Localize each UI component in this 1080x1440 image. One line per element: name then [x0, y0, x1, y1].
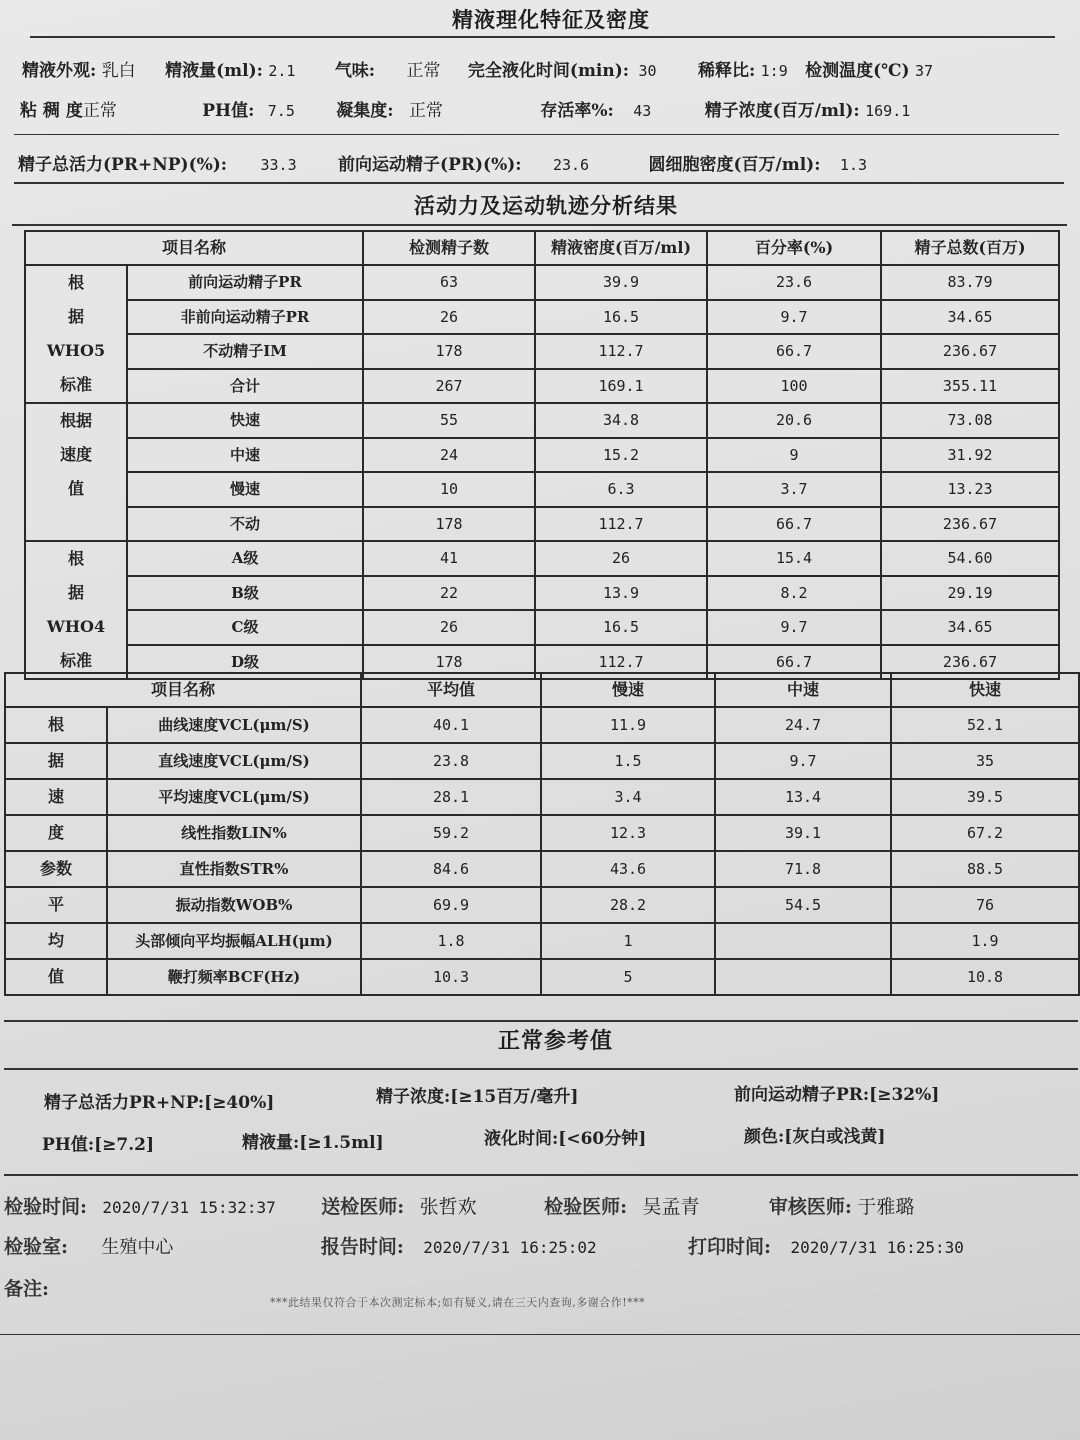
- progressive-value: 23.6: [552, 156, 590, 174]
- group-label-line: 据: [67, 307, 84, 326]
- motility-value-cell: 112.7: [535, 334, 707, 369]
- odor-label: 气味:: [334, 61, 376, 81]
- velocity-value-cell: 23.8: [361, 743, 541, 779]
- motility-item-name: 非前向运动精子PR: [127, 300, 363, 335]
- motility-value-cell: 83.79: [881, 265, 1059, 300]
- velocity-side-label: 参数: [5, 851, 107, 887]
- velocity-row: [5, 707, 1079, 743]
- velocity-side-label: 据: [5, 743, 107, 779]
- sender-label: 送检医师:: [321, 1196, 405, 1218]
- motility-value-cell: 16.5: [535, 300, 707, 335]
- motility-value-cell: 66.7: [707, 334, 881, 369]
- motility-header-cell: 检测精子数: [363, 231, 535, 265]
- motility-item-name: 慢速: [127, 472, 363, 507]
- reference-volume: 精液量:[≥1.5ml]: [242, 1133, 384, 1153]
- concentration-label: 精子浓度(百万/ml):: [704, 101, 860, 121]
- motility-value-cell: 54.60: [881, 541, 1059, 576]
- motility-value-cell: 100: [707, 369, 881, 404]
- divider-4: [12, 224, 1067, 226]
- motility-value-cell: 112.7: [535, 507, 707, 542]
- motility-value-cell: 9: [707, 438, 881, 473]
- motility-row: [25, 541, 1059, 576]
- velocity-row: [5, 851, 1079, 887]
- divider-top: [30, 36, 1055, 38]
- velocity-value-cell: 13.4: [715, 779, 891, 815]
- motility-value-cell: 178: [363, 645, 535, 680]
- motility-value-cell: 34.65: [881, 300, 1059, 335]
- physical-row-2: [20, 96, 910, 121]
- motility-value-cell: 24: [363, 438, 535, 473]
- agglutination-value: 正常: [408, 101, 443, 121]
- motility-value-cell: 73.08: [881, 403, 1059, 438]
- reviewer-label: 审核医师:: [768, 1196, 852, 1218]
- volume-label: 精液量(ml):: [165, 61, 263, 81]
- odor-value: 正常: [406, 61, 441, 81]
- motility-item-name: 不动精子IM: [127, 334, 363, 369]
- reviewer-value: 于雅璐: [857, 1196, 915, 1218]
- velocity-value-cell: 76: [891, 887, 1079, 923]
- motility-header-cell: 精液密度(百万/ml): [535, 231, 707, 265]
- velocity-value-cell: 1.5: [541, 743, 715, 779]
- lab-value: 生殖中心: [101, 1237, 174, 1258]
- motility-value-cell: 22: [363, 576, 535, 611]
- velocity-value-cell: 54.5: [715, 887, 891, 923]
- group-label-line: 根: [67, 273, 84, 292]
- motility-value-cell: 23.6: [707, 265, 881, 300]
- motility-header-cell: 项目名称: [25, 231, 363, 265]
- survival-label: 存活率%:: [540, 101, 614, 121]
- velocity-value-cell: 43.6: [541, 851, 715, 887]
- motility-row: [25, 507, 1059, 542]
- report-time-label: 报告时间:: [320, 1236, 404, 1258]
- motility-value-cell: 41: [363, 541, 535, 576]
- motility-value-cell: 66.7: [707, 507, 881, 542]
- motility-value-cell: 39.9: [535, 265, 707, 300]
- print-time-label: 打印时间:: [688, 1236, 772, 1258]
- physical-section-title: 精液理化特征及密度: [452, 7, 650, 32]
- velocity-value-cell: 39.1: [715, 815, 891, 851]
- group-label-line: 速度: [59, 445, 92, 464]
- motility-value-cell: 169.1: [535, 369, 707, 404]
- velocity-header-cell: 中速: [715, 673, 891, 707]
- footer-row-2: [4, 1232, 964, 1259]
- sender-value: 张哲欢: [419, 1196, 477, 1218]
- velocity-value-cell: 1.9: [891, 923, 1079, 959]
- motility-item-name: A级: [127, 541, 363, 576]
- ph-value: 7.5: [267, 102, 295, 120]
- group-label-line: 根: [67, 549, 84, 568]
- motility-value-cell: 267: [363, 369, 535, 404]
- motility-row: [25, 610, 1059, 645]
- velocity-side-label: 值: [5, 959, 107, 995]
- motility-value-cell: 10: [363, 472, 535, 507]
- motility-value-cell: 8.2: [707, 576, 881, 611]
- motility-row: [25, 438, 1059, 473]
- velocity-row: [5, 923, 1079, 959]
- motility-value-cell: 3.7: [707, 472, 881, 507]
- motility-value-cell: 29.19: [881, 576, 1059, 611]
- progressive-label: 前向运动精子(PR)(%):: [338, 155, 522, 175]
- velocity-item-name: 直性指数STR%: [107, 851, 361, 887]
- motility-row: [25, 576, 1059, 611]
- velocity-value-cell: 3.4: [541, 779, 715, 815]
- velocity-value-cell: 24.7: [715, 707, 891, 743]
- velocity-value-cell: 12.3: [541, 815, 715, 851]
- velocity-row: [5, 743, 1079, 779]
- motility-header-row: [25, 231, 1059, 265]
- velocity-value-cell: 59.2: [361, 815, 541, 851]
- print-time-value: 2020/7/31 16:25:30: [790, 1238, 964, 1257]
- velocity-value-cell: 39.5: [891, 779, 1079, 815]
- viscosity-value: 正常: [82, 101, 117, 121]
- motility-value-cell: 34.65: [881, 610, 1059, 645]
- motility-value-cell: 26: [535, 541, 707, 576]
- velocity-value-cell: 84.6: [361, 851, 541, 887]
- temperature-label: 检测温度(℃): [805, 61, 910, 81]
- motility-group-label: [25, 541, 127, 679]
- motility-value-cell: 55: [363, 403, 535, 438]
- motility-value-cell: 355.11: [881, 369, 1059, 404]
- velocity-value-cell: 9.7: [715, 743, 891, 779]
- test-time-value: 2020/7/31 15:32:37: [102, 1198, 276, 1217]
- velocity-side-label: 根: [5, 707, 107, 743]
- velocity-side-label: 度: [5, 815, 107, 851]
- motility-row: [25, 403, 1059, 438]
- velocity-row: [5, 959, 1079, 995]
- divider-6: [4, 1068, 1078, 1070]
- group-label-line: 标准: [59, 651, 92, 670]
- physical-row-1: [22, 56, 933, 81]
- motility-value-cell: 15.2: [535, 438, 707, 473]
- velocity-header-cell: 项目名称: [5, 673, 361, 707]
- liquefaction-label: 完全液化时间(min):: [467, 61, 630, 81]
- reference-total-motility: 精子总活力PR+NP:[≥40%]: [44, 1093, 275, 1113]
- motility-item-name: 不动: [127, 507, 363, 542]
- ph-label: PH值:: [202, 101, 255, 121]
- motility-value-cell: 26: [363, 610, 535, 645]
- survival-value: 43: [633, 102, 652, 120]
- divider-2: [14, 134, 1059, 135]
- reference-ph: PH值:[≥7.2]: [42, 1135, 155, 1155]
- velocity-value-cell: 5: [541, 959, 715, 995]
- velocity-item-name: 鞭打频率BCF(Hz): [107, 959, 361, 995]
- motility-row: [25, 265, 1059, 300]
- reference-concentration: 精子浓度:[≥15百万/毫升]: [376, 1087, 579, 1107]
- motility-value-cell: 63: [363, 265, 535, 300]
- velocity-value-cell: 67.2: [891, 815, 1079, 851]
- velocity-value-cell: 28.1: [361, 779, 541, 815]
- motility-value-cell: 112.7: [535, 645, 707, 680]
- motility-value-cell: 178: [363, 507, 535, 542]
- motility-item-name: D级: [127, 645, 363, 680]
- temperature-value: 37: [915, 62, 934, 80]
- velocity-value-cell: 28.2: [541, 887, 715, 923]
- tester-label: 检验医师:: [544, 1196, 628, 1218]
- velocity-value-cell: 1: [541, 923, 715, 959]
- motility-value-cell: 236.67: [881, 334, 1059, 369]
- velocity-value-cell: 40.1: [361, 707, 541, 743]
- total-motility-label: 精子总活力(PR+NP)(%):: [18, 155, 228, 175]
- reference-progressive: 前向运动精子PR:[≥32%]: [734, 1085, 940, 1105]
- motility-row: [25, 369, 1059, 404]
- group-label-line: 根据: [59, 411, 92, 430]
- velocity-value-cell: 69.9: [361, 887, 541, 923]
- motility-item-name: 快速: [127, 403, 363, 438]
- liquefaction-value: 30: [638, 62, 657, 80]
- agglutination-label: 凝集度:: [336, 101, 394, 121]
- velocity-table: [4, 672, 1080, 996]
- reference-color: 颜色:[灰白或浅黄]: [744, 1127, 886, 1147]
- tester-value: 吴孟青: [642, 1196, 700, 1218]
- footer-row-1: [4, 1192, 914, 1219]
- velocity-item-name: 线性指数LIN%: [107, 815, 361, 851]
- velocity-header-cell: 快速: [891, 673, 1079, 707]
- group-label-line: [26, 506, 126, 540]
- motility-value-cell: 13.9: [535, 576, 707, 611]
- motility-value-cell: 26: [363, 300, 535, 335]
- group-label-line: 标准: [59, 375, 92, 394]
- velocity-value-cell: 10.3: [361, 959, 541, 995]
- motility-value-cell: 66.7: [707, 645, 881, 680]
- motility-group-label: [25, 403, 127, 541]
- round-cell-label: 圆细胞密度(百万/ml):: [648, 155, 821, 175]
- total-motility-value: 33.3: [260, 156, 297, 174]
- motility-value-cell: 236.67: [881, 645, 1059, 680]
- motility-row: [25, 300, 1059, 335]
- velocity-side-label: 平: [5, 887, 107, 923]
- motility-item-name: B级: [127, 576, 363, 611]
- motility-item-name: 中速: [127, 438, 363, 473]
- velocity-value-cell: 71.8: [715, 851, 891, 887]
- motility-row: [25, 472, 1059, 507]
- motility-table: [24, 230, 1060, 680]
- velocity-row: [5, 779, 1079, 815]
- motility-header-cell: 精子总数(百万): [881, 231, 1059, 265]
- test-time-label: 检验时间:: [4, 1196, 88, 1218]
- velocity-side-label: 速: [5, 779, 107, 815]
- motility-value-cell: 9.7: [707, 300, 881, 335]
- velocity-header-row: [5, 673, 1079, 707]
- motility-item-name: 前向运动精子PR: [127, 265, 363, 300]
- motility-value-cell: 16.5: [535, 610, 707, 645]
- volume-value: 2.1: [268, 62, 296, 80]
- velocity-value-cell: 1.8: [361, 923, 541, 959]
- motility-value-cell: 236.67: [881, 507, 1059, 542]
- footer-row-3: [4, 1274, 49, 1301]
- velocity-value-cell: 35: [891, 743, 1079, 779]
- divider-7: [4, 1174, 1078, 1176]
- group-label-line: 据: [67, 583, 84, 602]
- motility-row: [25, 334, 1059, 369]
- velocity-value-cell: [715, 923, 891, 959]
- velocity-value-cell: 10.8: [891, 959, 1079, 995]
- velocity-value-cell: 88.5: [891, 851, 1079, 887]
- reference-section-title: 正常参考值: [498, 1028, 614, 1054]
- motility-value-cell: 34.8: [535, 403, 707, 438]
- velocity-item-name: 头部倾向平均振幅ALH(μm): [107, 923, 361, 959]
- dilution-value: 1:9: [760, 62, 788, 80]
- dilution-label: 稀释比:: [697, 61, 756, 81]
- divider-3: [14, 182, 1064, 184]
- appearance-label: 精液外观:: [22, 61, 97, 81]
- velocity-item-name: 振动指数WOB%: [107, 887, 361, 923]
- velocity-item-name: 曲线速度VCL(μm/S): [107, 707, 361, 743]
- velocity-value-cell: 11.9: [541, 707, 715, 743]
- remark-label: 备注:: [4, 1278, 50, 1300]
- group-label-line: WHO4: [46, 617, 106, 636]
- motility-item-name: C级: [127, 610, 363, 645]
- velocity-row: [5, 887, 1079, 923]
- motility-section-title: 活动力及运动轨迹分析结果: [414, 193, 678, 218]
- velocity-value-cell: [715, 959, 891, 995]
- motility-item-name: 合计: [127, 369, 363, 404]
- report-time-value: 2020/7/31 16:25:02: [423, 1238, 597, 1257]
- motility-group-label: [25, 265, 127, 403]
- motility-value-cell: 13.23: [881, 472, 1059, 507]
- velocity-header-cell: 平均值: [361, 673, 541, 707]
- divider-5: [4, 1020, 1078, 1022]
- group-label-line: 值: [67, 479, 84, 498]
- velocity-row: [5, 815, 1079, 851]
- divider-bottom: [0, 1334, 1080, 1335]
- motility-value-cell: 31.92: [881, 438, 1059, 473]
- concentration-value: 169.1: [865, 102, 911, 120]
- motility-value-cell: 6.3: [535, 472, 707, 507]
- round-cell-value: 1.3: [839, 156, 868, 174]
- motility-value-cell: 20.6: [707, 403, 881, 438]
- motility-value-cell: 9.7: [707, 610, 881, 645]
- lab-label: 检验室:: [4, 1236, 69, 1258]
- reference-liquefaction: 液化时间:[<60分钟]: [484, 1129, 647, 1149]
- velocity-item-name: 平均速度VCL(μm/S): [107, 779, 361, 815]
- velocity-header-cell: 慢速: [541, 673, 715, 707]
- appearance-value: 乳白: [101, 61, 136, 81]
- viscosity-label: 粘 稠 度: [20, 101, 83, 121]
- velocity-side-label: 均: [5, 923, 107, 959]
- motility-header-cell: 百分率(%): [707, 231, 881, 265]
- motility-value-cell: 178: [363, 334, 535, 369]
- velocity-value-cell: 52.1: [891, 707, 1079, 743]
- group-label-line: WHO5: [46, 341, 106, 360]
- disclaimer-text: ***此结果仅符合于本次测定标本;如有疑义,请在三天内查询,多谢合作!***: [270, 1296, 646, 1309]
- motility-value-cell: 15.4: [707, 541, 881, 576]
- physical-row-3: [18, 150, 867, 175]
- velocity-item-name: 直线速度VCL(μm/S): [107, 743, 361, 779]
